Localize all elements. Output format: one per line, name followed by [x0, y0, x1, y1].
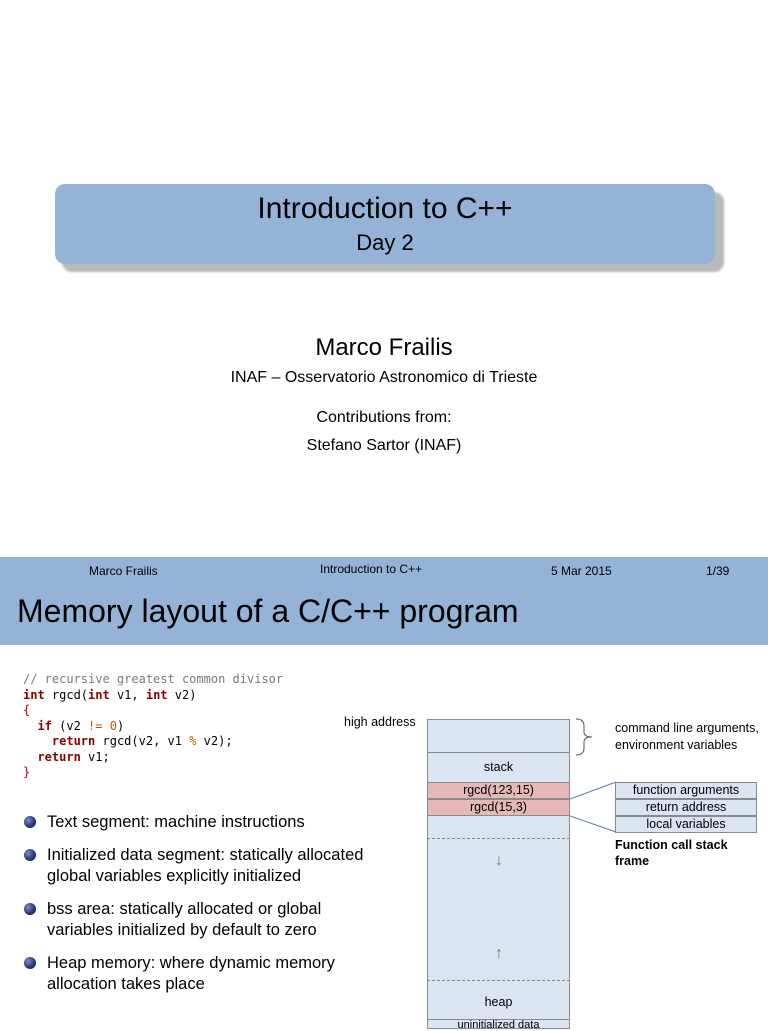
footer-date: 5 Mar 2015: [551, 564, 612, 578]
code-brace: }: [23, 765, 31, 779]
code-comment: // recursive greatest common divisor: [23, 672, 284, 686]
env-divider: [427, 752, 570, 753]
frame-field-function-arguments: function arguments: [615, 782, 757, 799]
code-text: v2);: [196, 734, 233, 748]
bullet-icon: [24, 849, 36, 861]
code-brace: {: [23, 703, 31, 717]
bullet-list: [22, 812, 372, 1007]
slide-header: [0, 581, 768, 645]
code-text: (v2: [51, 718, 89, 733]
bullet-text: Text segment: machine instructions: [47, 813, 305, 831]
contributor-name: Stefano Sartor (INAF): [306, 437, 462, 454]
high-address-label: high address: [344, 715, 416, 729]
arrow-up-icon: ↑: [495, 945, 503, 962]
stack-frame-rgcd-123-15: rgcd(123,15): [427, 782, 570, 799]
presentation-subtitle: Day 2: [356, 230, 414, 255]
bullet-icon: [24, 903, 36, 915]
bullet-text: Initialized data segment: statically allocated global variables explicitly initialized: [47, 846, 364, 885]
title-box: [55, 184, 715, 264]
bullet-item: [22, 899, 372, 941]
uninitialized-data-label: uninitialized data: [457, 1019, 540, 1031]
slide-title: Memory layout of a C/C++ program: [17, 593, 519, 629]
code-block: [23, 672, 283, 781]
code-text: v1,: [109, 687, 146, 702]
bullet-item: [22, 812, 372, 833]
frame-field-local-variables: local variables: [615, 816, 757, 833]
author-institution: INAF – Osservatorio Astronomico di Trieste: [230, 369, 538, 386]
contributions-heading: Contributions from:: [316, 409, 452, 426]
code-text: v2): [167, 687, 197, 702]
slide-footer: [0, 557, 768, 581]
footer-page: 1/39: [706, 564, 730, 578]
code-keyword: if: [37, 718, 52, 733]
heap-label: heap: [484, 995, 513, 1009]
heap-limit-dashed: [427, 980, 570, 981]
code-keyword: return: [51, 734, 96, 748]
stack-limit-dashed: [427, 838, 570, 839]
footer-author: Marco Frailis: [89, 564, 158, 578]
code-number: 0: [109, 718, 117, 733]
bullet-icon: [24, 957, 36, 969]
code-operator: !=: [88, 718, 103, 733]
code-text: rgcd(v2, v1: [95, 734, 190, 748]
code-text: v1;: [80, 749, 110, 764]
code-text: rgcd(: [44, 687, 89, 702]
bullet-icon: [24, 816, 36, 828]
stack-label: stack: [483, 760, 514, 774]
code-text: ): [116, 718, 125, 733]
author-name: Marco Frailis: [315, 334, 453, 361]
stack-frame-rgcd-15-3: rgcd(15,3): [427, 799, 570, 816]
frame-connector-lines: [570, 780, 618, 836]
footer-title: Introduction to C++: [320, 562, 423, 576]
bullet-item: [22, 845, 372, 887]
bullet-item: [22, 953, 372, 995]
bullet-text: Heap memory: where dynamic memory allocation takes place: [47, 954, 335, 993]
arrow-down-icon: ↓: [495, 852, 503, 869]
frame-caption: Function call stack frame: [615, 838, 728, 868]
code-operator: %: [189, 734, 197, 748]
code-keyword: int: [88, 687, 110, 702]
bullet-text: bss area: statically allocated or global variables initialized by default to zero: [47, 900, 322, 939]
frame-field-return-address: return address: [615, 799, 757, 816]
code-keyword: int: [23, 687, 45, 702]
code-keyword: int: [145, 687, 168, 702]
code-text: [102, 719, 109, 733]
brace-icon: [572, 718, 602, 756]
env-note: command line arguments, environment variables: [615, 721, 759, 752]
code-keyword: return: [37, 749, 81, 764]
presentation-title: Introduction to C++: [257, 192, 513, 225]
